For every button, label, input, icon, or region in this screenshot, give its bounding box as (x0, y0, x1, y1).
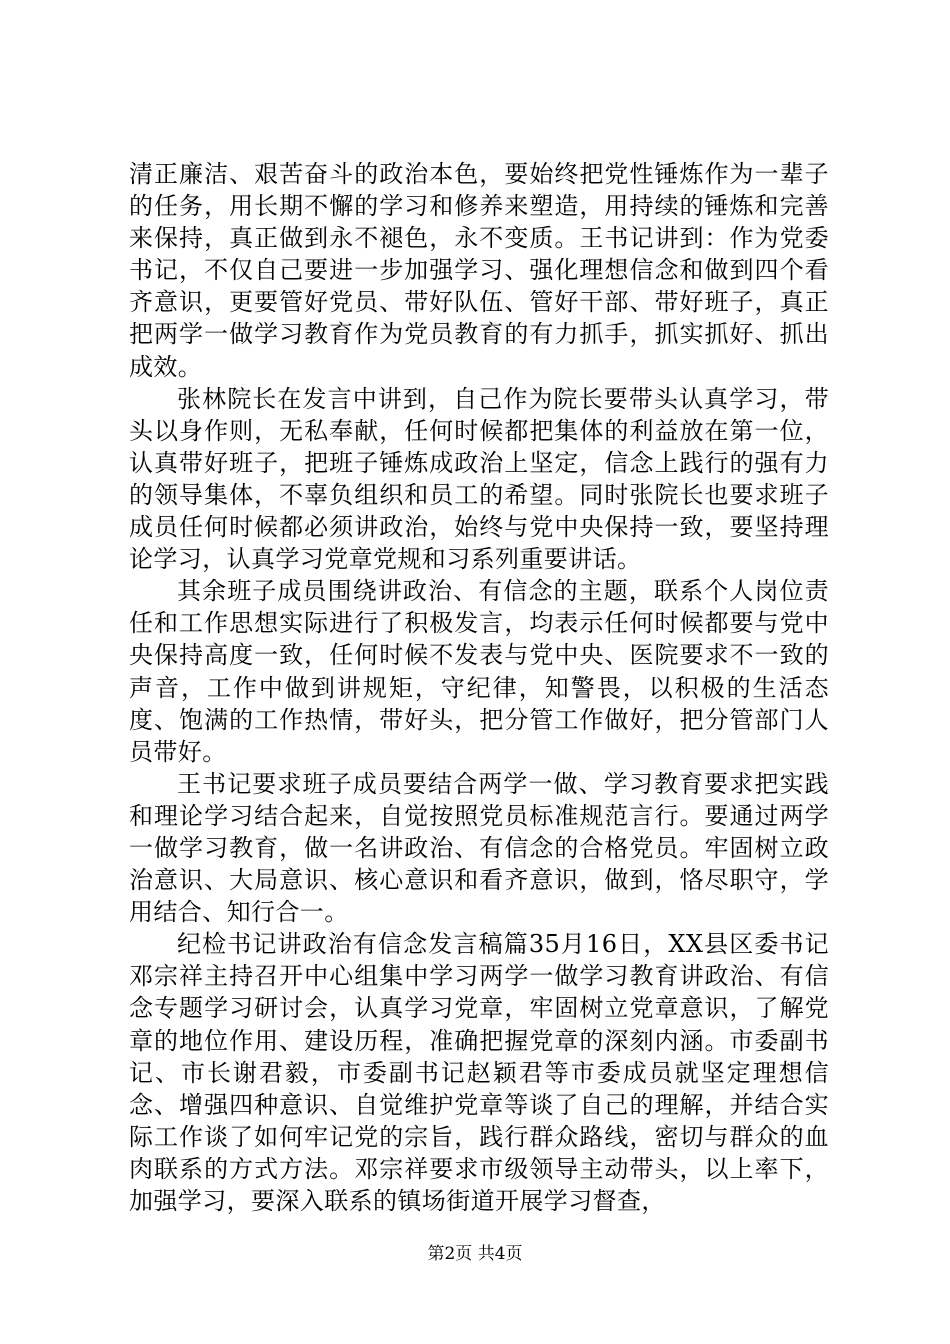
paragraph-5: 纪检书记讲政治有信念发言稿篇35月16日，XX县区委书记邓宗祥主持召开中心组集中学习两学一做学习教育讲政治、有信念专题学习研讨会，认真学习党章，牢固树立党章意识，了解党章的地位作用、建设历程，准确把握党章的深刻内涵。市委副书记、市长谢君毅，市委副书记赵颖君等市委成员就坚定理想信念、增强四种意识、自觉维护党章等谈了自己的理解，并结合实际工作谈了如何牢记党的宗旨，践行群众路线，密切与群众的血肉联系的方式方法。邓宗祥要求市级领导主动带头，以上率下，加强学习，要深入联系的镇场街道开展学习督查， (129, 930, 829, 1215)
page-number-footer: 第2页 共4页 (427, 1244, 523, 1264)
document-body (129, 158, 829, 1217)
paragraph-4: 王书记要求班子成员要结合两学一做、学习教育要求把实践和理论学习结合起来，自觉按照党员标准规范言行。要通过两学一做学习教育，做一名讲政治、有信念的合格党员。牢固树立政治意识、大局意识、核心意识和看齐意识，做到，恪尽职守，学用结合、知行合一。 (129, 769, 829, 927)
paragraph-2: 张林院长在发言中讲到，自己作为院长要带头认真学习，带头以身作则，无私奉献，任何时候都把集体的利益放在第一位，认真带好班子，把班子锤炼成政治上坚定，信念上践行的强有力的领导集体，不辜负组织和员工的希望。同时张院长也要求班子成员任何时候都必须讲政治，始终与党中央保持一致，要坚持理论学习，认真学习党章党规和习系列重要讲话。 (129, 384, 829, 574)
paragraph-3: 其余班子成员围绕讲政治、有信念的主题，联系个人岗位责任和工作思想实际进行了积极发言，均表示任何时候都要与党中央保持高度一致，任何时候不发表与党中央、医院要求不一致的声音，工作中做到讲规矩，守纪律，知警畏，以积极的生活态度、饱满的工作热情，带好头，把分管工作做好，把分管部门人员带好。 (129, 577, 829, 766)
paragraph-1: 清正廉洁、艰苦奋斗的政治本色，要始终把党性锤炼作为一辈子的任务，用长期不懈的学习和修养来塑造，用持续的锤炼和完善来保持，真正做到永不褪色，永不变质。王书记讲到：作为党委书记，不仅自己要进一步加强学习、强化理想信念和做到四个看齐意识，更要管好党员、带好队伍、管好干部、带好班子，真正把两学一做学习教育作为党员教育的有力抓手，抓实抓好、抓出成效。 (129, 160, 829, 381)
